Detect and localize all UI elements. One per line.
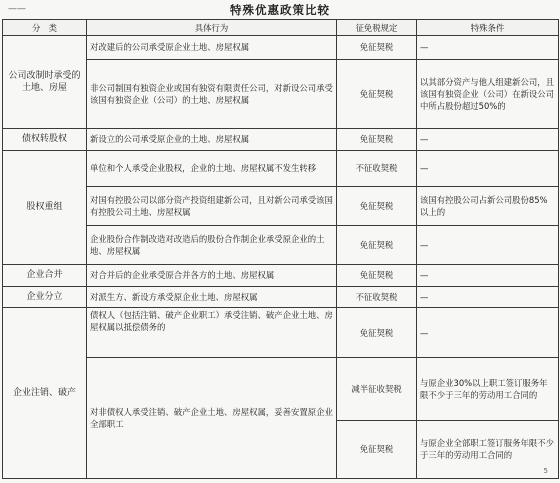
table-row [3,59,559,128]
rule-cell: 免征契税 [337,128,417,150]
condition-cell: — [417,150,559,187]
behavior-cell: 对派生方、新设方承受原企业土地、房屋权属 [87,286,337,308]
condition-cell: — [417,308,559,358]
page-mark: 5 [543,467,548,475]
rule-cell: 免征契税 [337,265,417,287]
category-cell: 企业分立 [3,286,87,308]
condition-cell: 以其部分资产与他人组建新公司，且该国有独资企业（公司）在新设公司中所占股份超过50%的 [417,59,559,128]
behavior-cell: 企业股份合作制改造对改造后的股份合作制企业承受原企业的土地、房屋权属 [87,226,337,265]
behavior-cell: 对非债权人承受注销、破产企业土地、房屋权属，妥善安置原企业全部职工 [87,357,337,478]
behavior-cell: 对合并后的企业承受原合并各方的土地、房屋权属 [87,265,337,287]
category-cell: 企业合并 [3,265,87,287]
title-mark: —— [8,4,26,14]
behavior-cell: 单位和个人承受企业股权，企业的土地、房屋权属不发生转移 [87,150,337,187]
table-row [3,226,559,265]
rule-cell: 免征契税 [337,308,417,358]
table-row [3,150,559,187]
condition-cell: 与原企业全部职工签订服务年限不少于三年的劳动用工合同的 [417,420,559,478]
header-rule: 征免税规定 [337,20,417,36]
table-row [3,128,559,150]
rule-cell: 免征契税 [337,36,417,60]
behavior-cell: 非公司制国有独资企业或国有独资有限责任公司，对新设公司承受该国有独资企业（公司）的土地、房屋权属 [87,59,337,128]
category-cell: 股权重组 [3,150,87,265]
table-row [3,357,559,420]
rule-cell: 免征契税 [337,59,417,128]
behavior-cell: 债权人（包括注销、破产企业职工）承受注销、破产企业土地、房屋权属以抵偿债务的 [87,308,337,358]
condition-cell: — [417,226,559,265]
table-row [3,265,559,287]
condition-cell: — [417,128,559,150]
header-category: 分 类 [3,20,87,36]
page-title: 特殊优惠政策比较 [230,3,330,17]
rule-cell: 减半征收契税 [337,357,417,420]
category-cell: 企业注销、破产 [3,308,87,479]
policy-comparison-table [2,19,559,479]
rule-cell: 不征收契税 [337,150,417,187]
condition-cell: — [417,265,559,287]
condition-cell: — [417,286,559,308]
table-row [3,36,559,60]
condition-cell: 与原企业30%以上职工签订服务年限不少于三年的劳动用工合同的 [417,357,559,420]
rule-cell: 免征契税 [337,226,417,265]
behavior-cell: 对改建后的公司承受原企业土地、房屋权属 [87,36,337,60]
rule-cell: 不征收契税 [337,286,417,308]
header-behavior: 具体行为 [87,20,337,36]
category-cell: 债权转股权 [3,128,87,150]
category-cell: 公司改制时承受的土地、房屋 [3,36,87,129]
behavior-cell: 新设立的公司承受原企业的土地、房屋权属 [87,128,337,150]
condition-cell: — [417,36,559,60]
table-header-row [3,20,559,36]
rule-cell: 免征契税 [337,187,417,226]
rule-cell: 免征契税 [337,420,417,478]
table-row [3,308,559,358]
header-condition: 特殊条件 [417,20,559,36]
table-row [3,286,559,308]
table-row [3,187,559,226]
condition-cell: 该国有控股公司占新公司股份85%以上的 [417,187,559,226]
behavior-cell: 对国有控股公司以部分资产投资组建新公司，且对新公司承受该国有控股公司土地、房屋权属 [87,187,337,226]
